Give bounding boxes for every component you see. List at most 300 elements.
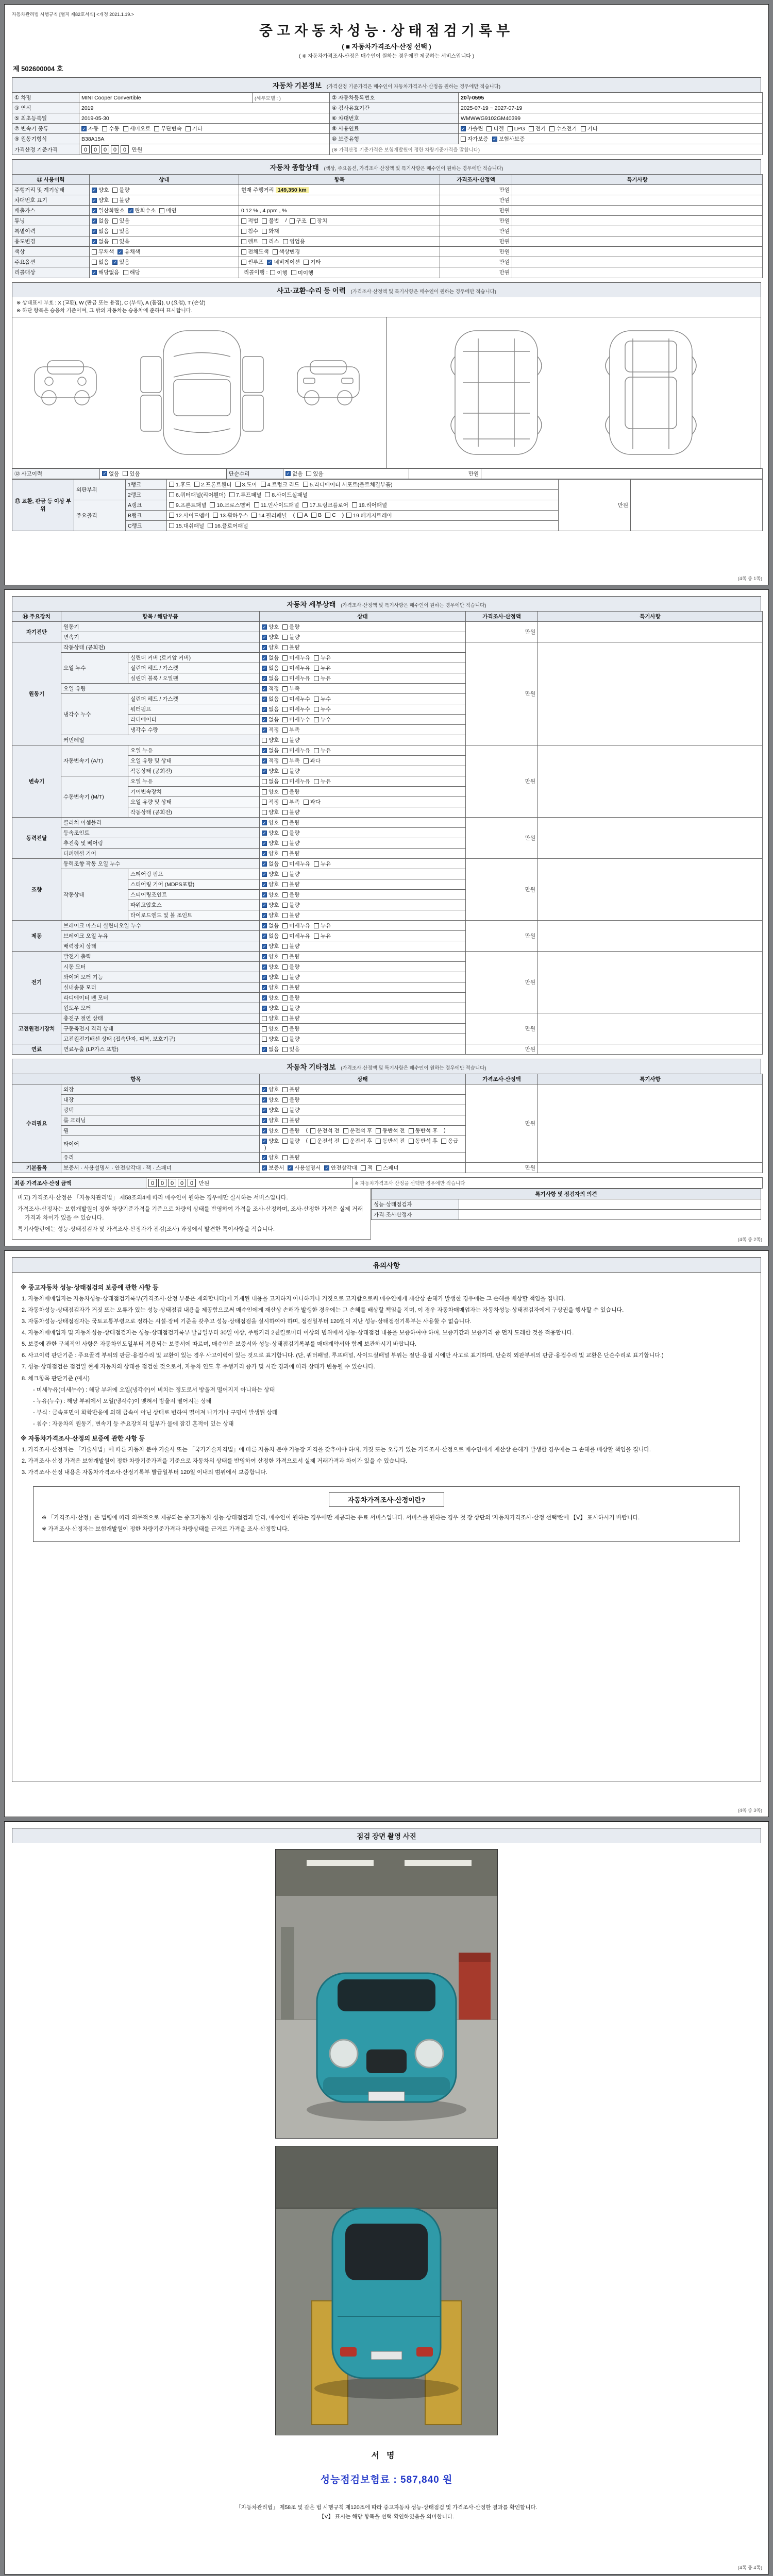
checkbox-미이행[interactable] bbox=[291, 269, 313, 277]
check-cell[interactable] bbox=[260, 900, 466, 910]
checkbox-양호[interactable] bbox=[262, 911, 279, 919]
checkbox-과다[interactable] bbox=[304, 798, 321, 806]
checkbox-디젤[interactable] bbox=[486, 125, 503, 132]
checkbox-기타[interactable] bbox=[186, 125, 203, 132]
checkbox-양호[interactable] bbox=[262, 1154, 279, 1161]
check-cell[interactable] bbox=[90, 267, 239, 278]
checkbox-불량[interactable] bbox=[282, 767, 299, 775]
checkbox-없음[interactable] bbox=[262, 705, 279, 713]
checkbox-잭[interactable] bbox=[361, 1164, 373, 1172]
checkbox-9.프론트패널[interactable] bbox=[169, 501, 206, 509]
checkbox-자가보증[interactable] bbox=[461, 135, 489, 143]
checkbox-누수[interactable] bbox=[314, 705, 331, 713]
checkbox-해당[interactable] bbox=[123, 268, 140, 276]
checkbox-화재[interactable] bbox=[262, 227, 279, 235]
checkbox-3.도어[interactable] bbox=[236, 481, 257, 488]
check-cell[interactable] bbox=[260, 1126, 466, 1136]
checkbox-무단변속[interactable] bbox=[154, 125, 182, 132]
checkbox-있음[interactable] bbox=[306, 470, 323, 478]
checkbox-동반석 전[interactable] bbox=[376, 1137, 405, 1145]
notice-item: 8. 체크항목 판단기준 (예시) bbox=[22, 1375, 90, 1382]
checkbox-기타[interactable] bbox=[581, 125, 598, 132]
checkbox-기타[interactable] bbox=[304, 258, 321, 266]
checkbox-미세누수[interactable] bbox=[282, 716, 310, 723]
checkbox-미세누수[interactable] bbox=[282, 705, 310, 713]
checkbox-불량[interactable] bbox=[282, 1116, 299, 1124]
check-cell[interactable] bbox=[260, 1136, 466, 1153]
check-cell[interactable] bbox=[260, 818, 466, 828]
checkbox-불량[interactable] bbox=[282, 788, 299, 795]
check-cell[interactable] bbox=[260, 807, 466, 818]
check-cell[interactable] bbox=[79, 124, 330, 134]
checkbox-부족[interactable] bbox=[282, 726, 299, 734]
checkbox-미세누유[interactable] bbox=[282, 664, 310, 672]
checkbox-16.플로어패널[interactable] bbox=[208, 522, 248, 530]
checkbox-양호[interactable] bbox=[262, 1004, 279, 1012]
checkbox-누유[interactable] bbox=[314, 932, 331, 940]
checkbox-유채색[interactable] bbox=[117, 248, 140, 256]
checkbox-양호[interactable] bbox=[262, 880, 279, 888]
check-cell[interactable] bbox=[260, 962, 466, 972]
check-cell[interactable] bbox=[260, 828, 466, 838]
checkbox-5.라디에이터 서포트(볼트체결부품)[interactable] bbox=[303, 481, 393, 488]
checkbox-양호[interactable] bbox=[262, 788, 279, 795]
check-cell[interactable] bbox=[260, 879, 466, 890]
check-cell[interactable] bbox=[260, 890, 466, 900]
checkbox-불법[interactable] bbox=[262, 217, 279, 225]
checkbox-운전석 전[interactable] bbox=[310, 1127, 340, 1134]
checkbox-box-icon bbox=[262, 738, 267, 743]
text-cell bbox=[79, 144, 330, 155]
checkbox-동반석 전[interactable] bbox=[376, 1127, 405, 1134]
checkbox-불량[interactable] bbox=[282, 829, 299, 837]
checkbox-동반석 후[interactable] bbox=[409, 1127, 438, 1134]
check-cell[interactable] bbox=[90, 247, 239, 257]
check-cell[interactable] bbox=[260, 776, 466, 787]
check-cell[interactable] bbox=[167, 510, 559, 520]
checkbox-양호[interactable] bbox=[262, 870, 279, 878]
check-cell[interactable] bbox=[167, 520, 559, 531]
checkbox-없음[interactable] bbox=[262, 1045, 279, 1053]
checkbox-운전석 후[interactable] bbox=[343, 1127, 373, 1134]
checkbox-동반석 후[interactable] bbox=[409, 1137, 438, 1145]
checkbox-없음[interactable] bbox=[92, 238, 109, 245]
checkbox-불량[interactable] bbox=[282, 1035, 299, 1043]
check-cell[interactable] bbox=[90, 206, 239, 216]
checkbox-없음[interactable] bbox=[262, 664, 279, 672]
check-cell[interactable] bbox=[260, 972, 466, 982]
check-cell[interactable] bbox=[260, 745, 466, 756]
check-cell[interactable] bbox=[260, 766, 466, 776]
checkbox-없음[interactable] bbox=[262, 922, 279, 929]
checkbox-불량[interactable] bbox=[282, 643, 299, 651]
check-cell[interactable] bbox=[459, 124, 763, 134]
checkbox-불량[interactable] bbox=[282, 911, 299, 919]
checkbox-label: 미세누유 bbox=[289, 655, 310, 661]
check-cell[interactable] bbox=[260, 797, 466, 807]
checkbox-없음[interactable] bbox=[92, 227, 109, 235]
checkbox-있음[interactable] bbox=[282, 1045, 299, 1053]
check-cell[interactable] bbox=[260, 1003, 466, 1013]
check-cell[interactable] bbox=[260, 1153, 466, 1163]
check-cell[interactable] bbox=[260, 993, 466, 1003]
check-cell[interactable] bbox=[260, 941, 466, 952]
check-cell[interactable] bbox=[260, 735, 466, 745]
checkbox-불량[interactable] bbox=[282, 1096, 299, 1104]
checkbox-box-icon: ✓ bbox=[92, 239, 96, 244]
check-cell[interactable] bbox=[260, 1024, 466, 1034]
text-cell: 만원 bbox=[409, 468, 481, 479]
checkbox-양호[interactable] bbox=[262, 1127, 279, 1134]
checkbox-무채색[interactable] bbox=[92, 248, 114, 256]
checkbox-6.쿼터패널(리어휀더)[interactable] bbox=[169, 491, 226, 499]
checkbox-양호[interactable] bbox=[262, 850, 279, 857]
text-cell: ⑧ 사용연료 bbox=[330, 124, 459, 134]
checkbox-가솔린[interactable] bbox=[461, 125, 483, 132]
check-cell[interactable] bbox=[90, 236, 239, 247]
checkbox-양호[interactable] bbox=[262, 973, 279, 981]
checkbox-양호[interactable] bbox=[262, 984, 279, 991]
checkbox-label: A bbox=[304, 512, 308, 519]
check-cell[interactable] bbox=[260, 1095, 466, 1105]
checkbox-양호[interactable] bbox=[262, 1035, 279, 1043]
checkbox-box-icon: ✓ bbox=[262, 748, 266, 753]
check-cell[interactable] bbox=[260, 1163, 466, 1173]
checkbox-매연[interactable] bbox=[159, 207, 176, 214]
check-cell[interactable] bbox=[260, 921, 466, 931]
checkbox-양호[interactable] bbox=[262, 633, 279, 641]
checkbox-양호[interactable] bbox=[262, 1014, 279, 1022]
checkbox-불량[interactable] bbox=[282, 963, 299, 971]
checkbox-11.인사이드패널[interactable] bbox=[254, 501, 299, 509]
checkbox-양호[interactable] bbox=[262, 1086, 279, 1093]
check-cell[interactable] bbox=[260, 622, 466, 632]
checkbox-불량[interactable] bbox=[282, 1137, 299, 1145]
text-cell: 연료누출 (LP가스 포함) bbox=[61, 1044, 260, 1055]
checkbox-불량[interactable] bbox=[282, 1086, 299, 1093]
checkbox-양호[interactable] bbox=[262, 942, 279, 950]
check-cell[interactable] bbox=[260, 725, 466, 735]
checkbox-양호[interactable] bbox=[262, 963, 279, 971]
checkbox-운전석 전[interactable] bbox=[310, 1137, 340, 1145]
checkbox-구조[interactable] bbox=[290, 217, 307, 225]
checkbox-불량[interactable] bbox=[112, 186, 129, 194]
check-cell[interactable] bbox=[260, 715, 466, 725]
checkbox-없음[interactable] bbox=[262, 674, 279, 682]
checkbox-없음[interactable] bbox=[92, 217, 109, 225]
checkbox-적정[interactable] bbox=[262, 726, 279, 734]
checkbox-box-icon: ✓ bbox=[262, 1117, 266, 1123]
checkbox-누유[interactable] bbox=[314, 860, 331, 868]
checkbox-양호[interactable] bbox=[92, 186, 109, 194]
checkbox-세미오토[interactable] bbox=[123, 125, 151, 132]
text-cell: 만원 bbox=[466, 952, 538, 1013]
check-cell[interactable] bbox=[260, 673, 466, 684]
check-cell[interactable] bbox=[260, 952, 466, 962]
checkbox-장치[interactable] bbox=[310, 217, 327, 225]
checkbox-불량[interactable] bbox=[282, 973, 299, 981]
check-cell[interactable] bbox=[260, 1105, 466, 1115]
checkbox-미세누유[interactable] bbox=[282, 922, 310, 929]
checkbox-18.리어패널[interactable] bbox=[352, 501, 387, 509]
check-cell[interactable] bbox=[260, 684, 466, 694]
checkbox-box-icon: ✓ bbox=[262, 954, 266, 959]
checkbox-C[interactable] bbox=[325, 512, 336, 518]
checkbox-이행[interactable] bbox=[270, 269, 287, 277]
checkbox-양호[interactable] bbox=[262, 994, 279, 1002]
checkbox-불량[interactable] bbox=[282, 984, 299, 991]
checkbox-있음[interactable] bbox=[112, 217, 129, 225]
check-cell[interactable] bbox=[100, 468, 227, 479]
checkbox-불량[interactable] bbox=[282, 1004, 299, 1012]
check-cell[interactable] bbox=[260, 756, 466, 766]
checkbox-19.패키지트레이[interactable] bbox=[346, 512, 392, 519]
checkbox-사용설명서[interactable] bbox=[288, 1164, 321, 1172]
checkbox-자동[interactable] bbox=[81, 125, 98, 132]
checkbox-불량[interactable] bbox=[282, 736, 299, 744]
checkbox-1.후드[interactable] bbox=[169, 481, 191, 488]
checkbox-없음[interactable] bbox=[262, 932, 279, 940]
checkbox-색상변경[interactable] bbox=[273, 248, 300, 256]
checkbox-양호[interactable] bbox=[262, 839, 279, 847]
checkbox-양호[interactable] bbox=[262, 1025, 279, 1032]
checkbox-양호[interactable] bbox=[92, 196, 109, 204]
table-row bbox=[12, 468, 763, 479]
checkbox-8.사이드실패널[interactable] bbox=[265, 491, 308, 499]
checkbox-양호[interactable] bbox=[262, 643, 279, 651]
checkbox-label: 없음 bbox=[268, 748, 279, 754]
checkbox-썬루프[interactable] bbox=[241, 258, 263, 266]
checkbox-불량[interactable] bbox=[282, 942, 299, 950]
checkbox-label: 11.인사이드패널 bbox=[260, 502, 299, 509]
checkbox-불량[interactable] bbox=[282, 953, 299, 960]
checkbox-불량[interactable] bbox=[282, 623, 299, 631]
checkbox-부족[interactable] bbox=[282, 757, 299, 765]
table-row bbox=[12, 642, 763, 653]
checkbox-누수[interactable] bbox=[314, 716, 331, 723]
check-cell[interactable] bbox=[283, 468, 409, 479]
checkbox-불량[interactable] bbox=[282, 1014, 299, 1022]
checkbox-누유[interactable] bbox=[314, 922, 331, 929]
checkbox-있음[interactable] bbox=[112, 238, 129, 245]
check-cell[interactable] bbox=[260, 838, 466, 849]
checkbox-양호[interactable] bbox=[262, 1106, 279, 1114]
checkbox-14.필러패널[interactable] bbox=[251, 512, 287, 519]
text-cell: 가격·조사산정자 bbox=[371, 1210, 459, 1220]
checkbox-불량[interactable] bbox=[282, 839, 299, 847]
checkbox-수동[interactable] bbox=[102, 125, 119, 132]
checkbox-불량[interactable] bbox=[282, 870, 299, 878]
checkbox-미세누수[interactable] bbox=[282, 695, 310, 703]
checkbox-부족[interactable] bbox=[282, 798, 299, 806]
check-cell[interactable] bbox=[260, 1084, 466, 1095]
checkbox-미세누유[interactable] bbox=[282, 860, 310, 868]
check-cell[interactable] bbox=[260, 632, 466, 642]
checkbox-적법[interactable] bbox=[241, 217, 258, 225]
checkbox-스패너[interactable] bbox=[376, 1164, 398, 1172]
checkbox-누수[interactable] bbox=[314, 695, 331, 703]
check-cell[interactable] bbox=[260, 642, 466, 653]
checkbox-없음[interactable] bbox=[262, 654, 279, 662]
checkbox-양호[interactable] bbox=[262, 819, 279, 826]
checkbox-17.트렁크플로어[interactable] bbox=[303, 501, 348, 509]
checkbox-응급[interactable] bbox=[441, 1137, 458, 1145]
check-cell[interactable] bbox=[167, 500, 559, 510]
checkbox-불량[interactable] bbox=[282, 994, 299, 1002]
checkbox-누유[interactable] bbox=[314, 674, 331, 682]
checkbox-양호[interactable] bbox=[262, 623, 279, 631]
check-cell[interactable] bbox=[239, 247, 440, 257]
checkbox-불량[interactable] bbox=[112, 196, 129, 204]
check-cell[interactable] bbox=[260, 1115, 466, 1126]
table-row bbox=[12, 144, 763, 155]
checkbox-양호[interactable] bbox=[262, 901, 279, 909]
checkbox-리스[interactable] bbox=[262, 238, 279, 245]
checkbox-10.크로스멤버[interactable] bbox=[210, 501, 250, 509]
text-cell: 차대번호 표기 bbox=[12, 195, 90, 206]
check-cell[interactable] bbox=[260, 1044, 466, 1055]
checkbox-없음[interactable] bbox=[262, 695, 279, 703]
checkbox-없음[interactable] bbox=[285, 470, 303, 478]
check-cell[interactable] bbox=[459, 134, 763, 144]
checkbox-미세누유[interactable] bbox=[282, 932, 310, 940]
check-cell[interactable] bbox=[260, 787, 466, 797]
check-cell[interactable] bbox=[239, 257, 440, 267]
checkbox-적정[interactable] bbox=[262, 798, 279, 806]
check-cell[interactable] bbox=[260, 849, 466, 859]
checkbox-누유[interactable] bbox=[314, 747, 331, 754]
checkbox-누유[interactable] bbox=[314, 654, 331, 662]
checkbox-있음[interactable] bbox=[112, 227, 129, 235]
check-cell[interactable] bbox=[260, 653, 466, 663]
checkbox-없음[interactable] bbox=[262, 716, 279, 723]
checkbox-양호[interactable] bbox=[262, 953, 279, 960]
check-cell[interactable] bbox=[260, 663, 466, 673]
checkbox-양호[interactable] bbox=[262, 767, 279, 775]
checkbox-없음[interactable] bbox=[262, 777, 279, 785]
checkbox-양호[interactable] bbox=[262, 736, 279, 744]
checkbox-4.트렁크 리드[interactable] bbox=[261, 481, 299, 488]
checkbox-7.루프패널[interactable] bbox=[229, 491, 261, 499]
check-cell[interactable] bbox=[260, 1013, 466, 1024]
checkbox-양호[interactable] bbox=[262, 1096, 279, 1104]
checkbox-양호[interactable] bbox=[262, 1116, 279, 1124]
checkbox-2.프론트휀더[interactable] bbox=[194, 481, 231, 488]
checkbox-보험사보증[interactable] bbox=[492, 135, 525, 143]
check-cell[interactable] bbox=[260, 1034, 466, 1044]
check-cell[interactable] bbox=[90, 257, 239, 267]
checkbox-양호[interactable] bbox=[262, 891, 279, 899]
checkbox-영업용[interactable] bbox=[283, 238, 305, 245]
checkbox-렌트[interactable] bbox=[241, 238, 258, 245]
checkbox-침수[interactable] bbox=[241, 227, 258, 235]
checkbox-B[interactable] bbox=[311, 512, 322, 518]
checkbox-label: 잭 bbox=[367, 1165, 373, 1171]
checkbox-양호[interactable] bbox=[262, 808, 279, 816]
checkbox-있음[interactable] bbox=[123, 470, 140, 478]
checkbox-불량[interactable] bbox=[282, 1154, 299, 1161]
checkbox-미세누유[interactable] bbox=[282, 674, 310, 682]
checkbox-불량[interactable] bbox=[282, 850, 299, 857]
checkbox-안전삼각대[interactable] bbox=[324, 1164, 357, 1172]
check-cell[interactable] bbox=[90, 195, 239, 206]
checkbox-적정[interactable] bbox=[262, 685, 279, 692]
checkbox-전체도색[interactable] bbox=[241, 248, 269, 256]
checkbox-불량[interactable] bbox=[282, 1106, 299, 1114]
checkbox-보증서[interactable] bbox=[262, 1164, 284, 1172]
checkbox-LPG[interactable] bbox=[508, 126, 525, 132]
checkbox-불량[interactable] bbox=[282, 1025, 299, 1032]
checkbox-일산화탄소[interactable] bbox=[92, 207, 125, 214]
checkbox-수소전기[interactable] bbox=[549, 125, 577, 132]
checkbox-운전석 후[interactable] bbox=[343, 1137, 373, 1145]
check-cell[interactable] bbox=[90, 185, 239, 195]
checkbox-부족[interactable] bbox=[282, 685, 299, 692]
checkbox-13.휠하우스[interactable] bbox=[213, 512, 248, 519]
checkbox-양호[interactable] bbox=[262, 829, 279, 837]
checkbox-불량[interactable] bbox=[282, 880, 299, 888]
check-cell[interactable] bbox=[90, 216, 239, 226]
checkbox-15.대쉬패널[interactable] bbox=[169, 522, 204, 530]
checkbox-불량[interactable] bbox=[282, 808, 299, 816]
check-cell[interactable] bbox=[260, 931, 466, 941]
check-cell[interactable] bbox=[239, 226, 440, 236]
check-cell[interactable] bbox=[260, 694, 466, 704]
check-cell[interactable] bbox=[167, 479, 559, 489]
check-cell[interactable] bbox=[239, 236, 440, 247]
check-cell[interactable] bbox=[260, 859, 466, 869]
checkbox-label: 기타 bbox=[310, 259, 321, 265]
checkbox-A[interactable] bbox=[297, 512, 308, 518]
checkbox-12.사이드멤버[interactable] bbox=[169, 512, 209, 519]
checkbox-없음[interactable] bbox=[92, 258, 109, 266]
checkbox-해당없음[interactable] bbox=[92, 268, 120, 276]
check-cell[interactable] bbox=[167, 489, 559, 500]
checkbox-box-icon bbox=[314, 717, 319, 722]
checkbox-탄화수소[interactable] bbox=[128, 207, 156, 214]
checkbox-적정[interactable] bbox=[262, 757, 279, 765]
check-cell[interactable] bbox=[260, 982, 466, 993]
check-cell[interactable] bbox=[239, 216, 440, 226]
checkbox-불량[interactable] bbox=[282, 891, 299, 899]
checkbox-없음[interactable] bbox=[262, 860, 279, 868]
checkbox-불량[interactable] bbox=[282, 1127, 299, 1134]
checkbox-없음[interactable] bbox=[262, 747, 279, 754]
checkbox-불량[interactable] bbox=[282, 633, 299, 641]
checkbox-불량[interactable] bbox=[282, 819, 299, 826]
checkbox-누유[interactable] bbox=[314, 777, 331, 785]
checkbox-전기[interactable] bbox=[529, 125, 546, 132]
checkbox-미세누유[interactable] bbox=[282, 654, 310, 662]
checkbox-있음[interactable] bbox=[112, 258, 129, 266]
checkbox-미세누유[interactable] bbox=[282, 777, 310, 785]
checkbox-미세누유[interactable] bbox=[282, 747, 310, 754]
check-cell[interactable] bbox=[90, 226, 239, 236]
checkbox-양호[interactable] bbox=[262, 1137, 279, 1145]
checkbox-네비게이션[interactable] bbox=[267, 258, 300, 266]
text-cell: 냉각수 수량 bbox=[128, 725, 260, 735]
checkbox-없음[interactable] bbox=[102, 470, 119, 478]
check-cell[interactable] bbox=[260, 869, 466, 879]
check-cell[interactable] bbox=[239, 267, 440, 278]
checkbox-label: 보증서 bbox=[268, 1165, 284, 1171]
checkbox-불량[interactable] bbox=[282, 901, 299, 909]
checkbox-누유[interactable] bbox=[314, 664, 331, 672]
check-cell[interactable] bbox=[260, 910, 466, 921]
check-cell[interactable] bbox=[260, 704, 466, 715]
checkbox-과다[interactable] bbox=[304, 757, 321, 765]
checkbox-label: 이행 bbox=[277, 269, 288, 276]
